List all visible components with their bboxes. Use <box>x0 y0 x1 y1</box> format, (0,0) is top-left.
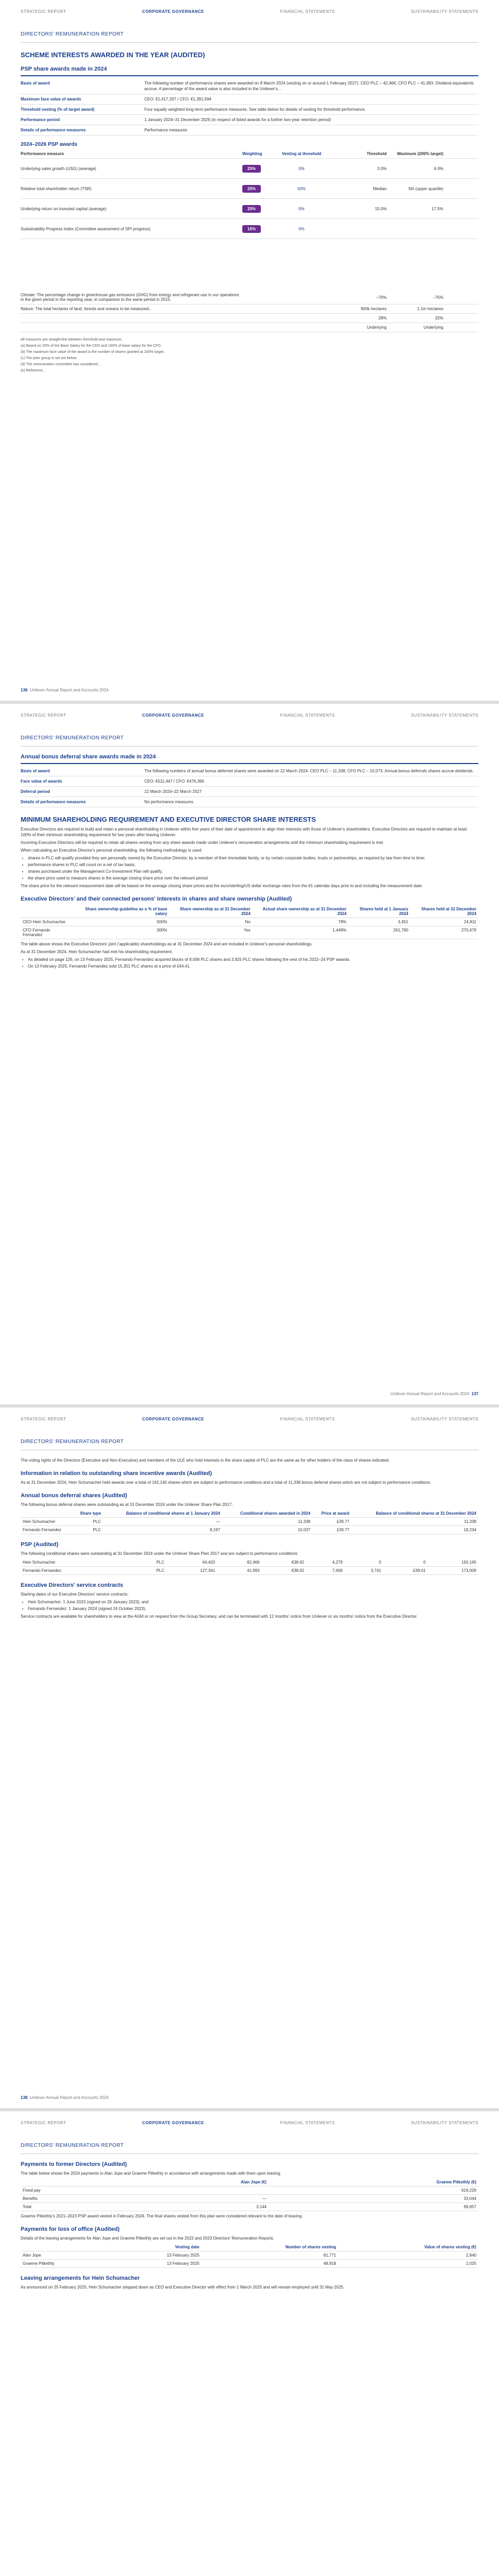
subsection-title: PSP (Audited) <box>21 1541 59 1548</box>
table-cell: Fernando Fernandez <box>21 1567 134 1575</box>
perf-row <box>21 199 478 219</box>
table-body <box>21 918 478 939</box>
section-label: DIRECTORS' REMUNERATION REPORT <box>21 735 124 741</box>
section-label: DIRECTORS' REMUNERATION REPORT <box>21 2143 124 2148</box>
weight-pill: 25% <box>242 165 261 173</box>
paragraph: The table below shows the 2024 payments to Alan Jope and Graeme Pitkethly in accordance with arrangements made with them upon leaving. <box>21 2171 281 2176</box>
table-cell: 3,741 <box>345 1567 384 1575</box>
section-label: DIRECTORS' REMUNERATION REPORT <box>21 1439 124 1445</box>
table-cell: 261,780 <box>348 926 410 939</box>
subsection-title: Leaving arrangements for Hein Schumacher <box>21 2275 140 2281</box>
table-cell: Yes <box>169 926 252 939</box>
kv-value: The following number of performance shares were awarded on 8 March 2024 (vesting on or around 1 February 2027): CEO PLC – 42,466; CFO PLC – 41,993. Dividend equivalents accrue. A percentage of the award value is also included in the Unilever's... <box>144 81 474 91</box>
li-max: Underlying <box>423 325 443 330</box>
table-cell: 64,420 <box>167 1558 217 1567</box>
column-header: Share ownership as at 31 December 2024 <box>169 905 252 918</box>
kv-key: Deferral period <box>21 789 50 794</box>
perf-vesting: 0% <box>298 166 305 171</box>
paragraph: The following bonus deferral shares were outstanding as at 31 December 2024 under the Unilever Share Plan 2017: <box>21 1502 233 1507</box>
kv-row <box>21 94 478 105</box>
paragraph: As announced on 25 February 2025, Hein Schumacher stepped down as CEO and Executive Director with effect from 1 March 2025 and will remain employed until 31 May 2025. <box>21 2285 345 2290</box>
kv-value: Four equally weighted long-term performance measures. See table below for details of vesting for threshold performance. <box>144 107 366 112</box>
page-footer <box>21 688 478 692</box>
footnotes <box>21 337 478 374</box>
table-cell: €38.92 <box>262 1558 306 1567</box>
column-header: Share ownership guideline as a % of base salary <box>72 905 169 918</box>
perf-sub-label: Nature: The total hectares of land, forests and oceans to be measured... <box>21 307 153 311</box>
nav-sustainability[interactable]: SUSTAINABILITY STATEMENTS <box>410 9 478 14</box>
kv-value: 1 January 2024–31 December 2026 (in respect of listed awards for a further two-year retention period) <box>144 117 331 122</box>
perf-weight <box>242 225 273 233</box>
subsection-title: Executive Directors' service contracts <box>21 1582 123 1588</box>
psp-table <box>21 1558 478 1575</box>
table-header-row <box>21 905 478 918</box>
table-cell: 82,466 <box>217 1558 261 1567</box>
list-item: • Fernando Fernandez: 1 January 2024 (signed 24 October 2023). <box>28 1606 478 1612</box>
kv-row <box>21 105 478 115</box>
table-row <box>21 1526 478 1534</box>
nav-sustainability[interactable]: SUSTAINABILITY STATEMENTS <box>410 1417 478 1421</box>
list-item: • As detailed on page 126, on 13 February 2025, Fernando Fernandez acquired blocks of 8,058 PLC shares and 3,925 PLC shares following the vest of his 2022–24 PSP awards. <box>28 957 478 962</box>
col-max: Maximum (200% target) <box>397 151 443 156</box>
kv-row <box>21 78 478 94</box>
footer-text: Unilever Annual Report and Accounts 2024 <box>390 1392 470 1396</box>
table-cell: 33,044 <box>269 2195 478 2203</box>
table-cell: Benefits <box>21 2195 125 2203</box>
table-cell: 1,449% <box>253 926 348 939</box>
table-cell: 41,993 <box>217 1567 261 1575</box>
perf-vesting: 0% <box>298 226 305 231</box>
column-header: Share type <box>72 1510 103 1518</box>
footnote: (e) Reference... <box>21 369 46 372</box>
table-cell: £39.77 <box>312 1526 352 1534</box>
table-cell: Hein Schumacher <box>21 1558 134 1567</box>
perf-threshold: Median <box>373 186 387 191</box>
kv-value: CEO: €511,447 / CFO: €476,366 <box>144 779 204 784</box>
kv-row <box>21 776 478 787</box>
page-136 <box>0 0 499 701</box>
table-cell: 3,144 <box>125 2203 269 2211</box>
top-nav <box>21 704 478 718</box>
table-cell: No <box>169 918 252 926</box>
perf-threshold: 3.0% <box>377 166 387 171</box>
top-nav <box>21 0 478 14</box>
page-137 <box>0 704 499 1404</box>
table-cell: £39.77 <box>312 1518 352 1526</box>
footnote: All measures are straight-line between threshold and maximum. <box>21 338 123 342</box>
table-cell: PLC <box>134 1567 167 1575</box>
nav-sustainability[interactable]: SUSTAINABILITY STATEMENTS <box>410 2121 478 2125</box>
table-header-row <box>21 2178 478 2187</box>
table-cell: Fixed pay <box>21 2187 125 2195</box>
paragraph: Executive Directors are required to build and retain a personal shareholding in Unilever within five years of their date of appointment to align their interests with those of Unilever's shareholders. Executive Directors are required to maintain at least 100% of their minimum shareholding requirement for two years after leaving Unilever. <box>21 827 467 837</box>
table-cell: 8,197 <box>103 1526 222 1534</box>
table-row <box>21 1567 478 1575</box>
kv-key: Maximum face value of awards <box>21 97 81 101</box>
table-cell: Alan Jope <box>21 2251 110 2260</box>
perf-max: 6.0% <box>434 166 443 171</box>
perf-rows <box>21 159 478 239</box>
table-cell: 10,037 <box>222 1526 312 1534</box>
perf-row <box>21 219 478 239</box>
paragraph: As at 31 December 2024, Hein Schumacher had met his shareholding requirement. <box>21 950 173 954</box>
col-threshold: Threshold <box>367 151 387 156</box>
column-header: Conditional shares awarded in 2024 <box>222 1510 312 1518</box>
table-row <box>21 2195 478 2203</box>
kv-key: Face value of awards <box>21 779 62 784</box>
table-cell: — <box>125 2195 269 2203</box>
perf-weight <box>242 185 273 193</box>
weight-pill: 25% <box>242 185 261 193</box>
column-header: Actual share ownership as at 31 December 2024 <box>253 905 348 918</box>
page-number: 136 <box>21 688 28 692</box>
top-nav <box>21 2111 478 2125</box>
column-header: Value of shares vesting (€) <box>338 2243 478 2251</box>
col-threshold-vesting: Vesting at threshold <box>281 151 322 156</box>
list-item: • Hein Schumacher: 1 June 2023 (signed on 26 January 2023); and <box>28 1599 478 1605</box>
perf-max: 17.5% <box>431 206 443 211</box>
subsection-title: Payments to former Directors (Audited) <box>21 2161 127 2167</box>
subsection-title: Annual bonus deferral shares (Audited) <box>21 1493 127 1499</box>
table-cell: 2,025 <box>338 2260 478 2268</box>
kv-value: The following numbers of annual bonus deferred shares were awarded on 22 March 2024: CEO PLC – 11,338; CFO PLC – 10,073. Annual bonus deferrals shares accrue dividends. <box>144 769 474 773</box>
nature-max: 1.1m hectares <box>417 307 443 311</box>
page-title: SCHEME INTERESTS AWARDED IN THE YEAR (AUDITED) <box>21 51 205 59</box>
paragraph: Graeme Pitkethly's 2021–2023 PSP award vested in February 2024. The final shares vested from this plan were considered relevant to the date of leaving. <box>21 2214 303 2218</box>
kv-key: Performance period <box>21 117 60 122</box>
kv-key: Details of performance measures <box>21 128 86 132</box>
nav-sustainability[interactable]: SUSTAINABILITY STATEMENTS <box>410 713 478 718</box>
table-cell: 300% <box>72 926 169 939</box>
paragraph: Details of the leaving arrangements for Alan Jope and Graeme Pitkethly are set out in the 2022 and 2023 Directors' Remuneration Reports. <box>21 2236 275 2241</box>
kv-row <box>21 125 478 135</box>
paragraph: Incoming Executive Directors will be required to retain all shares vesting from any share awards made under Unilever's remuneration arrangements until the minimum shareholding requirement is met. <box>21 840 384 845</box>
perf-weight <box>242 205 273 213</box>
former-director-payments-table <box>21 2178 478 2211</box>
footnote: (a) Based on 25% of the Base Salary for the CEO and 100% of base salary for the CFO. <box>21 344 162 348</box>
shareholding-table <box>21 905 478 939</box>
column-header <box>21 2178 125 2187</box>
perf-row <box>21 179 478 199</box>
table-cell: 127,341 <box>167 1567 217 1575</box>
perf-subrow <box>21 314 478 323</box>
nav-governance[interactable]: CORPORATE GOVERNANCE <box>142 1417 205 1421</box>
perf-label: Underlying sales growth (USG) (average) <box>21 166 96 171</box>
paragraph: The table above shows the Executive Directors' joint ('applicable) shareholdings as at 31 December 2024 and are included in Unilever's personal shareholdings. <box>21 942 313 946</box>
kv-key: Details of performance measures <box>21 800 86 804</box>
table-cell: €38.92 <box>262 1567 306 1575</box>
table-row <box>21 926 478 939</box>
subsection-title: PSP share awards made in 2024 <box>21 66 107 72</box>
table-cell: PLC <box>72 1518 103 1526</box>
paragraph: The voting rights of the Directors (Executive and Non-Executive) and members of the ULE who hold interests in the share capital of PLC are the same as for other holders of the class of shares indicated. <box>21 1458 390 1463</box>
table-cell: 24,811 <box>410 918 478 926</box>
table-cell: Total <box>21 2203 125 2211</box>
bullet-list <box>28 855 478 881</box>
nav-financial[interactable]: FINANCIAL STATEMENTS <box>280 9 335 14</box>
section-label: DIRECTORS' REMUNERATION REPORT <box>21 31 124 37</box>
table-cell: 7,406 <box>306 1567 345 1575</box>
column-header: Price at award <box>312 1510 352 1518</box>
kv-key: Threshold vesting (% of target award) <box>21 107 95 112</box>
perf-vesting: 0% <box>298 206 305 211</box>
weight-pill: 15% <box>242 225 261 233</box>
table-cell: PLC <box>134 1558 167 1567</box>
table-cell: PLC <box>72 1526 103 1534</box>
table-body <box>21 1558 478 1575</box>
weight-pill: 25% <box>242 205 261 213</box>
table-row <box>21 2187 478 2195</box>
table-title: Executive Directors' and their connected persons' interests in shares and share ownership (Audited) <box>21 896 292 902</box>
table-cell: 11,338 <box>222 1518 312 1526</box>
paragraph: When calculating an Executive Director's personal shareholding, the following methodology is used: <box>21 848 203 853</box>
subsection-title: Annual bonus deferral share awards made in 2024 <box>21 754 156 760</box>
table-cell: Graeme Pitkethly <box>21 2260 110 2268</box>
column-header <box>21 1510 72 1518</box>
table-row <box>21 1518 478 1526</box>
perf-label: Underlying return on invested capital (average) <box>21 206 107 211</box>
perf-threshold: 15.0% <box>375 206 387 211</box>
table-header-row <box>21 2243 478 2251</box>
nav-strategic[interactable]: STRATEGIC REPORT <box>21 1417 66 1421</box>
perf-subrow <box>21 323 478 332</box>
page-footer <box>21 2095 478 2100</box>
table-cell: 18,234 <box>352 1526 478 1534</box>
perf-label: Sustainability Progress Index (Committee assessment of SPI progress) <box>21 226 151 231</box>
column-header: Balance of conditional shares at 31 December 2024 <box>352 1510 478 1518</box>
table-cell: 13 February 2025 <box>110 2260 202 2268</box>
column-header: Shares held at 1 January 2024 <box>348 905 410 918</box>
table-cell: 81,771 <box>202 2251 338 2260</box>
col-measure: Performance measure <box>21 151 64 156</box>
nav-financial[interactable]: FINANCIAL STATEMENTS <box>280 713 335 718</box>
divider <box>21 75 478 76</box>
kv-row <box>21 797 478 807</box>
nav-strategic[interactable]: STRATEGIC REPORT <box>21 2121 66 2125</box>
loss-of-office-table <box>21 2243 478 2268</box>
table-cell: 48,918 <box>202 2260 338 2268</box>
kv-row <box>21 766 478 776</box>
subsection-title: Payments for loss of office (Audited) <box>21 2226 120 2232</box>
footer-text: Unilever Annual Report and Accounts 2024 <box>29 688 109 692</box>
perf-vesting: 50% <box>297 186 306 191</box>
table-cell: 150,165 <box>428 1558 478 1567</box>
table-body <box>21 1518 478 1534</box>
table-cell: £39.01 <box>383 1567 427 1575</box>
subsection-title: Information in relation to outstanding share incentive awards (Audited) <box>21 1470 212 1477</box>
kv-value: No performance measures. <box>144 800 194 804</box>
li-threshold: Underlying <box>367 325 387 330</box>
list-item: • performance shares in PLC will count on a net of tax basis; <box>28 862 478 868</box>
table-cell: Fernando Fernandez <box>21 1526 72 1534</box>
page-number: 138 <box>21 2095 28 2100</box>
perf-weight <box>242 165 273 173</box>
column-header <box>21 905 72 918</box>
column-header: Number of shares vesting <box>202 2243 338 2251</box>
nav-financial[interactable]: FINANCIAL STATEMENTS <box>280 2121 335 2125</box>
perf-sub-label: Climate: The percentage change in greenhouse gas emissions (GHG) from energy and refrigerant use in our operations in the given period in the reporting year, in comparison to the same period in 2015. <box>21 293 239 302</box>
paragraph: Service contracts are available for shareholders to view at the AGM or on request from the Group Secretary, and can be terminated with 12 months' notice from Unilever or six months' notice from the Executive Director. <box>21 1614 418 1619</box>
table-cell <box>125 2187 269 2195</box>
bullet-list <box>28 1599 478 1612</box>
nav-strategic[interactable]: STRATEGIC REPORT <box>21 9 66 14</box>
divider <box>21 763 478 764</box>
list-item: • On 13 February 2025, Fernando Fernandez sold 15,351 PLC shares at a price of £44.41. <box>28 963 478 969</box>
list-item: • shares purchased under the Management Co-Investment Plan will qualify; <box>28 869 478 874</box>
table-cell: 3,451 <box>348 918 410 926</box>
kv-value: CEO: €1,417,297 / CFO: €1,391,594 <box>144 97 211 101</box>
nav-governance[interactable]: CORPORATE GOVERNANCE <box>142 2121 205 2125</box>
paragraph: As at 31 December 2024, Hein Schumacher held awards over a total of 162,140 shares which are subject to performance conditions and a total of 11,338 bonus deferral shares which are not subject to performance conditions. <box>21 1480 431 1485</box>
perf-subrow <box>21 304 478 314</box>
table-cell: 0 <box>383 1558 427 1567</box>
table-cell: 619,226 <box>269 2187 478 2195</box>
nav-governance[interactable]: CORPORATE GOVERNANCE <box>142 713 205 718</box>
table-cell: 99,857 <box>269 2203 478 2211</box>
column-header: Shares held at 31 December 2024 <box>410 905 478 918</box>
paragraph: The share price for the relevant measurement date will be based on the average closing share prices and the euro/sterling/US dollar exchange rates from the 61 calendar days prior to and including the measurement date. <box>21 884 423 888</box>
table-cell: 173,009 <box>428 1567 478 1575</box>
kv-value: 22 March 2024–22 March 2027 <box>144 789 202 794</box>
page-footer <box>21 1392 478 1396</box>
table-cell: CEO Hein Schumacher <box>21 918 72 926</box>
kv-row <box>21 787 478 797</box>
divider <box>21 42 478 43</box>
table-header-row <box>21 1510 478 1518</box>
bullet-list <box>28 957 478 969</box>
table-cell: 13 February 2025 <box>110 2251 202 2260</box>
kv-value: Performance measures <box>144 128 188 132</box>
divider <box>21 746 478 747</box>
paragraph: Starting dates of our Executive Directors' service contracts: <box>21 1592 129 1597</box>
list-item: • the share price used to measure shares is the average closing share price over the relevant period. <box>28 875 478 881</box>
footnote: (c) The peer group is set out below. <box>21 357 77 360</box>
plastic-max: 32% <box>435 316 443 320</box>
top-nav <box>21 1408 478 1421</box>
table-cell: 2,840 <box>338 2251 478 2260</box>
table-cell: — <box>103 1518 222 1526</box>
climate-threshold: −70% <box>376 295 387 300</box>
page-139 <box>0 2111 499 2576</box>
table-row <box>21 2251 478 2260</box>
column-header <box>21 2243 110 2251</box>
column-header: Vesting date <box>110 2243 202 2251</box>
column-header: Graeme Pitkethly (€) <box>269 2178 478 2187</box>
nature-threshold: 900k hectares <box>360 307 387 311</box>
table-row <box>21 918 478 926</box>
table-body <box>21 2187 478 2211</box>
bonus-deferral-table <box>21 1510 478 1534</box>
section-heading: MINIMUM SHAREHOLDING REQUIREMENT AND EXECUTIVE DIRECTOR SHARE INTERESTS <box>21 816 316 823</box>
page-number: 137 <box>471 1392 478 1396</box>
climate-max: −75% <box>433 295 443 300</box>
column-header: Balance of conditional shares at 1 January 2024 <box>103 1510 222 1518</box>
perf-title: 2024–2026 PSP awards <box>21 142 77 147</box>
column-header: Alan Jope (€) <box>125 2178 269 2187</box>
perf-header <box>21 149 478 159</box>
table-body <box>21 2251 478 2268</box>
plastic-threshold: 28% <box>378 316 387 320</box>
perf-subrow <box>21 291 478 304</box>
footnote: (d) The remuneration committee has considered... <box>21 363 101 366</box>
list-item: • shares in PLC will qualify provided they are personally owned by the Executive Director, by a member of their immediate family, or by certain corporate bodies, trusts or partnerships, as required by law from time to time; <box>28 855 478 861</box>
footnote: (b) The maximum face value of the award is the number of shares granted at 200% target. <box>21 350 165 354</box>
table-row <box>21 1558 478 1567</box>
kv-row <box>21 115 478 125</box>
kv-key: Basis of award <box>21 769 50 773</box>
nav-strategic[interactable]: STRATEGIC REPORT <box>21 713 66 718</box>
nav-governance[interactable]: CORPORATE GOVERNANCE <box>142 9 205 14</box>
table-cell: 0 <box>345 1558 384 1567</box>
perf-label: Relative total shareholder return (TSR) <box>21 186 92 191</box>
table-cell: 270,479 <box>410 926 478 939</box>
table-cell: CFO Fernando Fernandez <box>21 926 72 939</box>
table-cell: 4,279 <box>306 1558 345 1567</box>
page-138 <box>0 1408 499 2108</box>
col-weighting: Weighting <box>242 151 262 156</box>
perf-row <box>21 159 478 179</box>
nav-financial[interactable]: FINANCIAL STATEMENTS <box>280 1417 335 1421</box>
perf-max: 5th (upper quartile) <box>408 186 443 191</box>
table-cell: 500% <box>72 918 169 926</box>
kv-key: Basis of award <box>21 81 50 86</box>
table-row <box>21 2260 478 2268</box>
table-cell: Hein Schumacher <box>21 1518 72 1526</box>
table-cell: 79% <box>253 918 348 926</box>
table-cell: 11,338 <box>352 1518 478 1526</box>
paragraph: The following conditional shares were outstanding at 31 December 2024 under the Unilever Share Plan 2017 and are subject to performance conditions: <box>21 1551 298 1556</box>
table-row <box>21 2203 478 2211</box>
footer-text: Unilever Annual Report and Accounts 2024 <box>29 2095 109 2100</box>
